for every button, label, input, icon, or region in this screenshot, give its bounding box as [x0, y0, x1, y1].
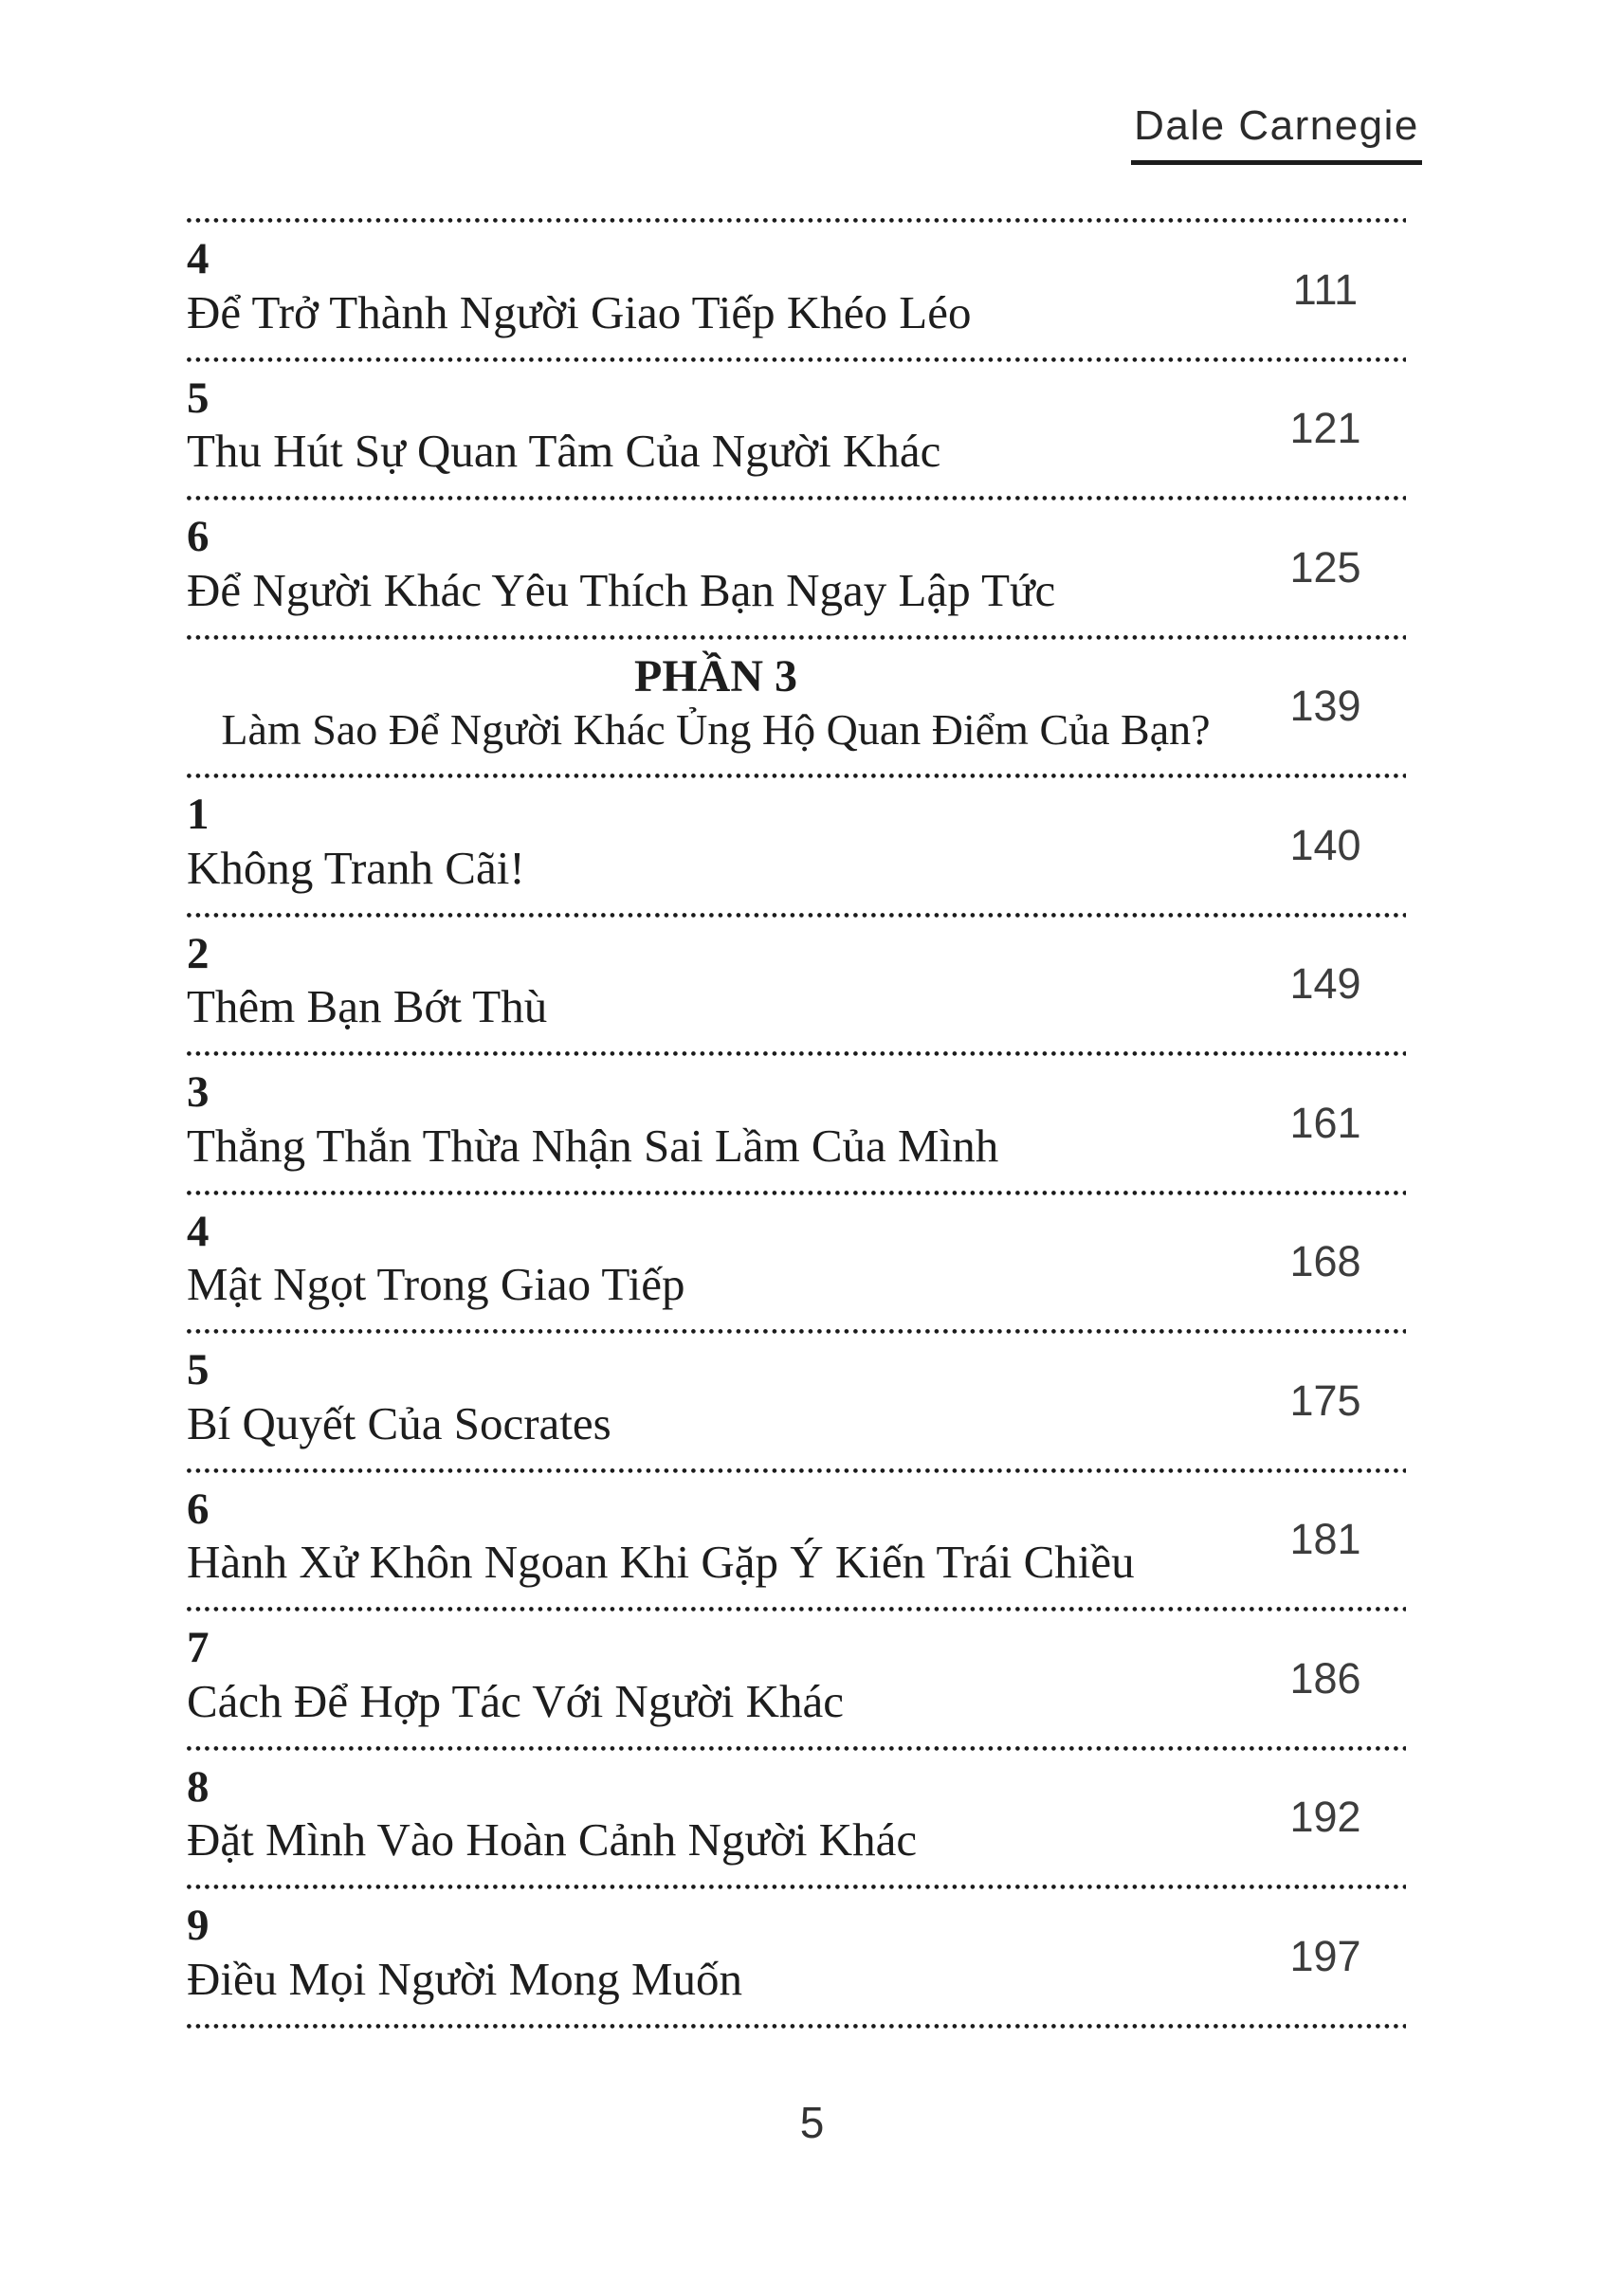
chapter-title: Thêm Bạn Bớt Thù	[187, 980, 548, 1033]
toc-entry	[187, 1607, 1406, 1746]
chapter-title: Hành Xử Khôn Ngoan Khi Gặp Ý Kiến Trái Chiều	[187, 1536, 1135, 1589]
chapter-title: Không Tranh Cãi!	[187, 841, 525, 894]
chapter-number: 6	[187, 1484, 210, 1534]
page-number: 197	[1289, 1931, 1361, 1980]
chapter-number: 3	[187, 1067, 210, 1117]
dotted-separator	[187, 2024, 1406, 2029]
toc-entry	[187, 1329, 1406, 1468]
toc-section-header	[187, 635, 1406, 774]
toc-entry	[187, 774, 1406, 913]
toc-entry	[187, 1051, 1406, 1191]
chapter-title: Để Người Khác Yêu Thích Bạn Ngay Lập Tức	[187, 563, 1056, 616]
toc-entry	[187, 218, 1406, 357]
page-number: 181	[1289, 1515, 1361, 1564]
chapter-title: Mật Ngọt Trong Giao Tiếp	[187, 1258, 685, 1311]
toc-entry	[187, 1468, 1406, 1608]
chapter-number: 7	[187, 1623, 210, 1672]
chapter-title: Để Trở Thành Người Giao Tiếp Khéo Léo	[187, 285, 972, 338]
page-number: 139	[1289, 682, 1361, 731]
section-label: PHẦN 3	[634, 650, 797, 701]
chapter-number: 5	[187, 1345, 210, 1394]
table-of-contents	[187, 218, 1406, 2029]
page-number: 111	[1292, 264, 1359, 314]
chapter-number: 4	[187, 1206, 210, 1256]
toc-entry	[187, 1885, 1406, 2024]
chapter-title: Bí Quyết Của Socrates	[187, 1396, 611, 1449]
page-number: 149	[1289, 959, 1361, 1009]
chapter-title: Thẳng Thắn Thừa Nhận Sai Lầm Của Mình	[187, 1119, 999, 1172]
chapter-number: 4	[187, 234, 210, 283]
page-number: 192	[1289, 1793, 1361, 1842]
page-number: 140	[1289, 820, 1361, 869]
chapter-number: 2	[187, 928, 210, 978]
section-subtitle: Làm Sao Để Người Khác Ủng Hộ Quan Điểm Của Bạn?	[221, 705, 1211, 755]
folio-page-number: 5	[799, 2098, 825, 2147]
toc-entry	[187, 1746, 1406, 1885]
page-number: 186	[1289, 1653, 1361, 1703]
toc-entry	[187, 913, 1406, 1052]
chapter-title: Điều Mọi Người Mong Muốn	[187, 1952, 743, 2005]
page-number: 168	[1289, 1237, 1361, 1286]
chapter-number: 1	[187, 790, 210, 839]
page-number: 121	[1289, 404, 1361, 453]
page-number: 161	[1289, 1098, 1361, 1147]
running-header-author: Dale Carnegie	[1131, 102, 1422, 165]
chapter-title: Thu Hút Sự Quan Tâm Của Người Khác	[187, 425, 941, 478]
toc-entry	[187, 357, 1406, 497]
chapter-title: Cách Để Hợp Tác Với Người Khác	[187, 1674, 845, 1727]
page-number: 175	[1289, 1375, 1361, 1425]
toc-entry	[187, 496, 1406, 635]
chapter-title: Đặt Mình Vào Hoàn Cảnh Người Khác	[187, 1813, 918, 1867]
page-number: 125	[1289, 542, 1361, 592]
toc-entry	[187, 1191, 1406, 1330]
chapter-number: 5	[187, 373, 210, 423]
chapter-number: 9	[187, 1901, 210, 1950]
chapter-number: 6	[187, 512, 210, 561]
chapter-number: 8	[187, 1761, 210, 1812]
